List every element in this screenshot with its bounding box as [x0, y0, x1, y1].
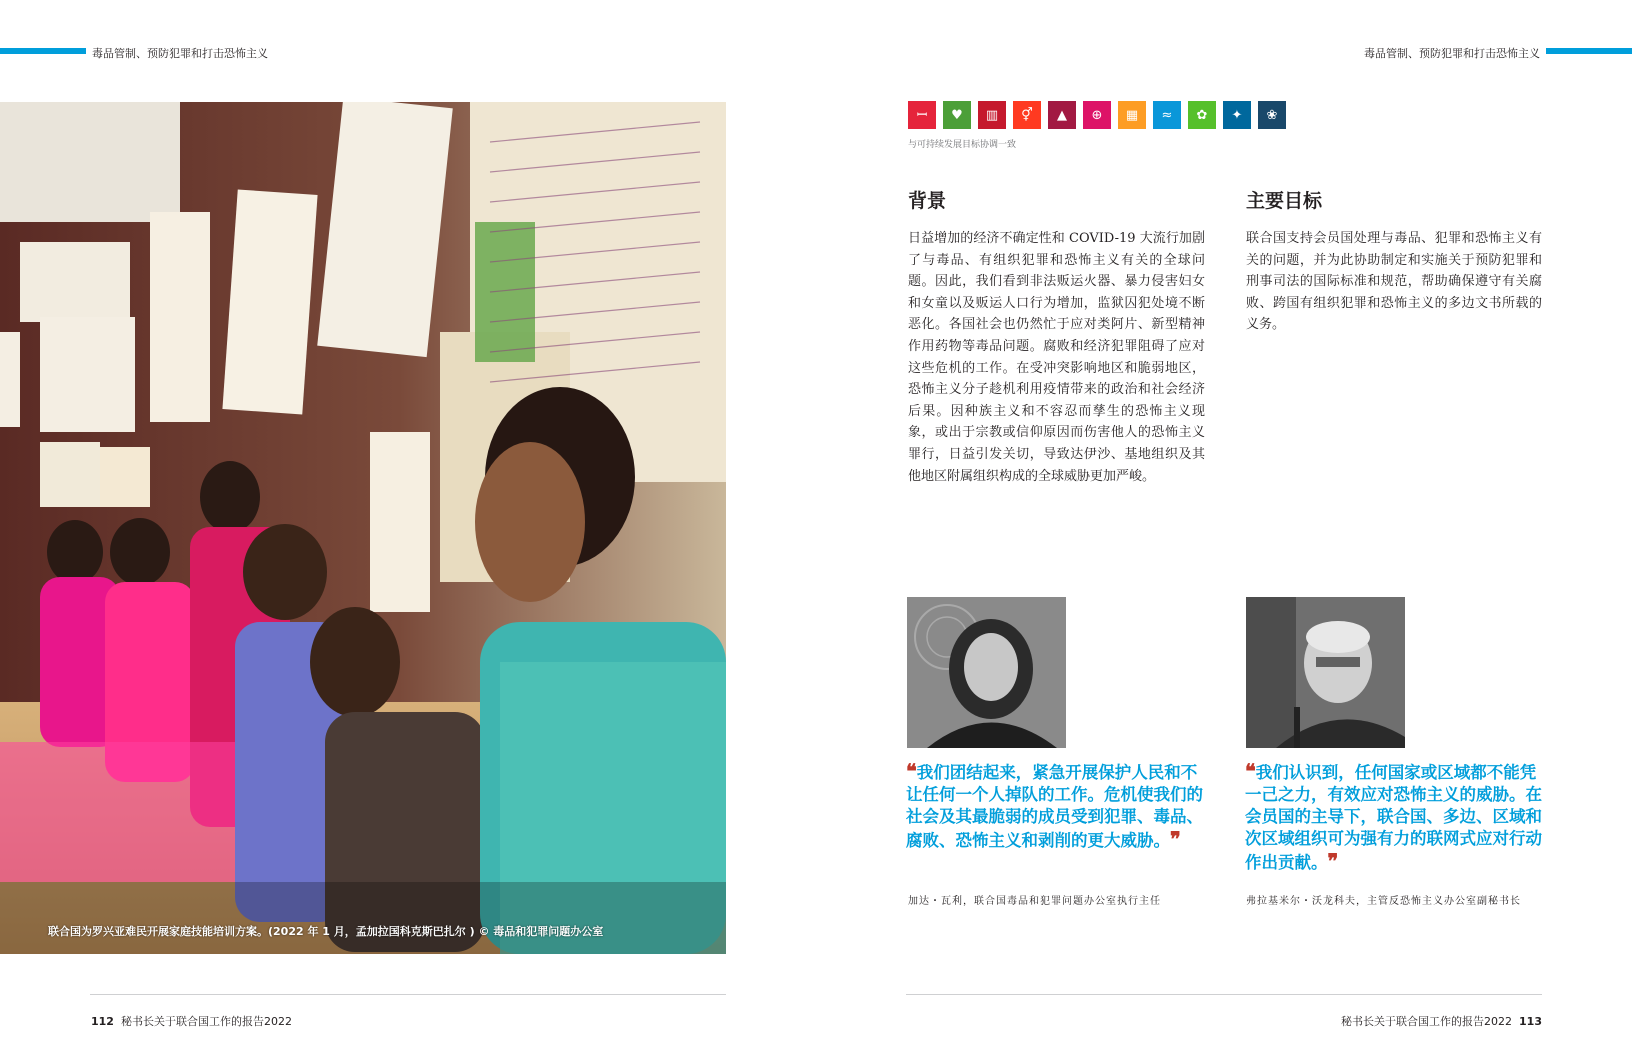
- portrait-ghada-waly: [907, 597, 1066, 748]
- sdg-14-life-below-water-icon: ≈: [1153, 101, 1181, 129]
- sdg-11-sustainable-cities-icon: ▦: [1118, 101, 1146, 129]
- footer-rule-right: [906, 994, 1542, 995]
- header-accent-bar-left: [0, 48, 86, 54]
- quote-attribution: 加达・瓦利，联合国毒品和犯罪问题办公室执行主任: [908, 896, 1161, 907]
- sdg-1-no-poverty-icon: ꟷ: [908, 101, 936, 129]
- portrait-vladimir-voronkov: [1246, 597, 1405, 748]
- background-text: 日益增加的经济不确定性和 COVID-19 大流行加剧了与毒品、有组织犯罪和恐怖主义有关的全球问题。因此，我们看到非法贩运火器、暴力侵害妇女和女童以及贩运人口行为增加，监狱囚犯处境不断恶化。各国社会也仍然忙于应对类阿片、新型精神作用药物等毒品问题。腐败和经济犯罪阻碍了应对这些危机的工作。在受冲突影响地区和脆弱地区，恐怖主义分子趁机利用疫情带来的政治和社会经济后果。因种族主义和不容忍而孳生的恐怖主义现象，或出于宗教或信仰原因而伤害他人的恐怖主义罪行，日益引发关切，导致达伊沙、基地组织及其他地区附属组织构成的全球威胁更加严峻。: [908, 231, 1205, 484]
- sdg-caption: 与可持续发展目标协调一致: [908, 140, 1017, 150]
- footer-rule-left: [90, 994, 726, 995]
- page-number: 112: [91, 1015, 114, 1028]
- classroom-photo: [0, 102, 726, 954]
- running-header-right: 毒品管制、预防犯罪和打击恐怖主义: [1364, 47, 1540, 60]
- sdg-4-quality-education-icon: ▥: [978, 101, 1006, 129]
- objectives-text: 联合国支持会员国处理与毒品、犯罪和恐怖主义有关的问题，并为此协助制定和实施关于预防犯罪和刑事司法的国际标准和规范，帮助确保遵守有关腐败、跨国有组织犯罪和恐怖主义的多边文书所载的义务。: [1246, 231, 1542, 333]
- sdg-5-gender-equality-icon: ⚥: [1013, 101, 1041, 129]
- sdg-icon-row: [908, 101, 1286, 129]
- close-quote-icon: ❞: [1327, 849, 1339, 873]
- footer-left: [91, 1013, 292, 1029]
- open-quote-icon: ❝: [906, 759, 917, 783]
- objectives-heading: 主要目标: [1246, 190, 1323, 212]
- quote-text: 我们认识到，任何国家或区域都不能凭一己之力，有效应对恐怖主义的威胁。在会员国的主导下，联合国、多边、区域和次区域组织可为强有力的联网式应对行动作出贡献。: [1245, 763, 1542, 872]
- photo-caption: 联合国为罗兴亚难民开展家庭技能培训方案。(2022 年 1 月，孟加拉国科克斯巴扎尔 ) © 毒品和犯罪问题办公室: [48, 925, 604, 938]
- open-quote-icon: ❝: [1245, 759, 1256, 783]
- quote-ghada-waly: [906, 760, 1206, 852]
- page-number: 113: [1519, 1015, 1542, 1028]
- sdg-3-good-health-icon: ♥: [943, 101, 971, 129]
- quote-text: 我们团结起来，紧急开展保护人民和不让任何一个人掉队的工作。危机使我们的社会及其最脆弱的成员受到犯罪、毒品、腐败、恐怖主义和剥削的更大威胁。: [906, 763, 1203, 850]
- sdg-17-partnerships-icon: ❀: [1258, 101, 1286, 129]
- sdg-10-reduced-inequalities-icon: ⊕: [1083, 101, 1111, 129]
- sdg-8-decent-work-icon: ▲: [1048, 101, 1076, 129]
- footer-right: [1341, 1013, 1542, 1029]
- header-accent-bar-right: [1546, 48, 1632, 54]
- quote-attribution: 弗拉基米尔・沃龙科夫，主管反恐怖主义办公室副秘书长: [1246, 896, 1521, 907]
- close-quote-icon: ❞: [1170, 827, 1181, 851]
- footer-title: 秘书长关于联合国工作的报告2022: [120, 1015, 292, 1028]
- footer-title: 秘书长关于联合国工作的报告2022: [1341, 1015, 1513, 1028]
- sdg-15-life-on-land-icon: ✿: [1188, 101, 1216, 129]
- background-heading: 背景: [908, 190, 947, 212]
- sdg-16-peace-justice-icon: ✦: [1223, 101, 1251, 129]
- quote-vladimir-voronkov: [1245, 760, 1545, 874]
- running-header-left: 毒品管制、预防犯罪和打击恐怖主义: [92, 47, 268, 60]
